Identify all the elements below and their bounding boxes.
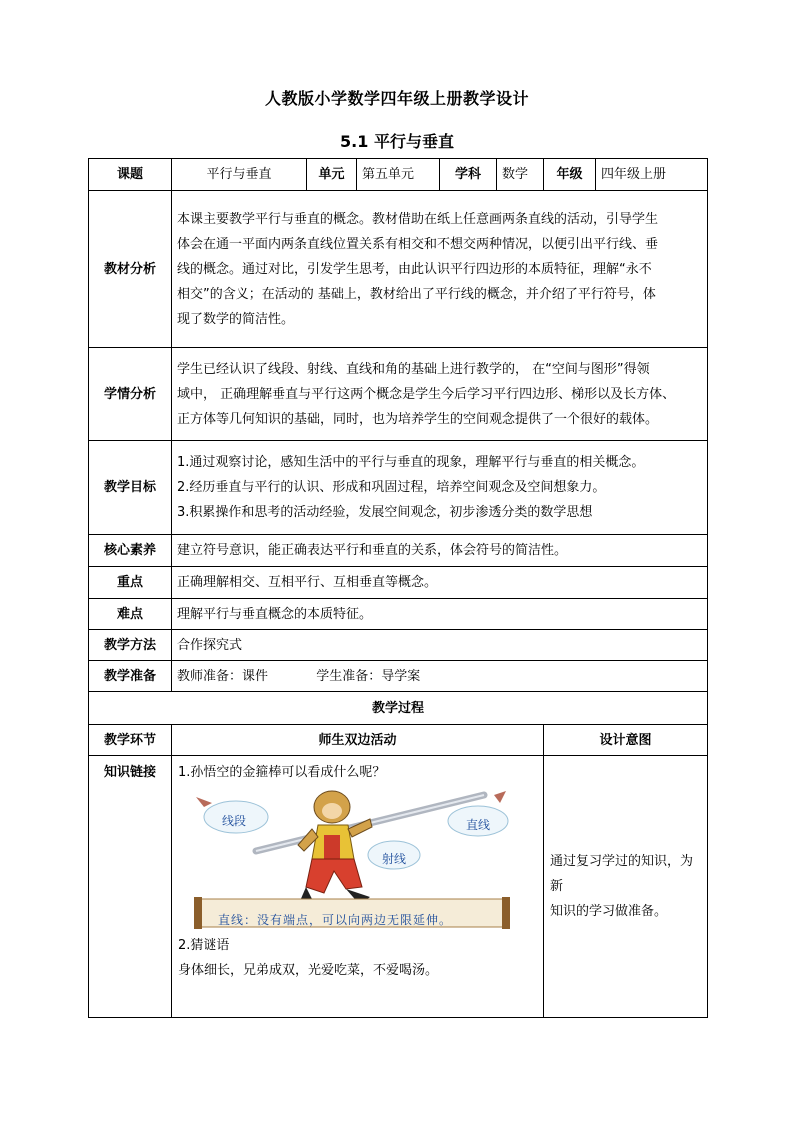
- riddle-text: 身体细长，兄弟成双，光爱吃菜，不爱喝汤。: [178, 963, 439, 978]
- intent-line: 通过复习学过的知识，为新: [550, 854, 694, 894]
- question-1: 1.孙悟空的金箍棒可以看成什么呢？: [178, 765, 386, 780]
- literacy-text: 建立符号意识，能正确表达平行和垂直的关系，体会符号的简洁性。: [172, 535, 708, 567]
- col-intent-header: 设计意图: [544, 725, 708, 756]
- page-subtitle: 5.1 平行与垂直: [340, 132, 454, 151]
- text-line: 3.积累操作和思考的活动经验，发展空间观念，初步渗透分类的数学思想: [177, 505, 593, 520]
- difficulties-label: 难点: [89, 599, 172, 630]
- page-title: 人教版小学数学四年级上册教学设计: [264, 89, 529, 108]
- literacy-row: [89, 535, 708, 567]
- goals-text: [172, 441, 708, 535]
- stage-knowledge-link: 知识链接: [89, 756, 172, 1018]
- col-stage-header: 教学环节: [89, 725, 172, 756]
- scroll-definition: 直线：没有端点，可以向两边无限延伸。: [218, 913, 453, 927]
- text-line: 相交”的含义；在活动的 基础上，教材给出了平行线的概念，并介绍了平行符号，体: [177, 286, 656, 302]
- goals-label: 教学目标: [89, 441, 172, 535]
- topic-value: 平行与垂直: [172, 159, 307, 191]
- material-row: [89, 191, 708, 348]
- lesson-plan-table: [88, 158, 708, 1018]
- material-text: [172, 191, 708, 348]
- text-line: 2.经历垂直与平行的认识、形成和巩固过程，培养空间观念及空间想象力。: [177, 480, 606, 495]
- text-line: 现了数学的简洁性。: [177, 311, 295, 327]
- unit-label: 单元: [307, 159, 357, 191]
- key-points-row: [89, 567, 708, 599]
- subject-label: 学科: [440, 159, 497, 191]
- text-line: 正方体等几何知识的基础，同时，也为培养学生的空间观念提供了一个很好的载体。: [177, 411, 659, 427]
- students-row: [89, 348, 708, 441]
- bubble-segment: 线段: [222, 814, 247, 828]
- students-text: [172, 348, 708, 441]
- grade-label: 年级: [544, 159, 596, 191]
- knowledge-link-intent: [544, 756, 708, 1018]
- process-heading: 教学过程: [89, 692, 708, 725]
- prep-label: 教学准备: [89, 661, 172, 692]
- literacy-label: 核心素养: [89, 535, 172, 567]
- subject-value: 数学: [497, 159, 544, 191]
- unit-value: 第五单元: [357, 159, 440, 191]
- method-label: 教学方法: [89, 630, 172, 661]
- topic-label: 课题: [89, 159, 172, 191]
- intent-line: 知识的学习做准备。: [550, 904, 668, 919]
- info-row: [89, 159, 708, 191]
- knowledge-link-row: [89, 756, 708, 1018]
- text-line: 本课主要教学平行与垂直的概念。教材借助在纸上任意画两条直线的活动，引导学生: [177, 211, 659, 227]
- goals-row: [89, 441, 708, 535]
- monkey-king-illustration: [194, 789, 510, 929]
- material-label: 教材分析: [89, 191, 172, 348]
- difficulties-text: 理解平行与垂直概念的本质特征。: [172, 599, 708, 630]
- question-2: 2.猜谜语: [178, 938, 230, 953]
- difficulties-row: [89, 599, 708, 630]
- teacher-prep: 教师准备：课件: [177, 668, 269, 684]
- prep-row: [89, 661, 708, 692]
- text-line: 体会在通一平面内两条直线位置关系有相交和不想交两种情况，以便引出平行线、垂: [177, 236, 659, 252]
- knowledge-link-activity: [172, 756, 544, 1018]
- bubble-line: 直线: [466, 818, 491, 832]
- student-prep: 学生准备：导学案: [316, 668, 421, 684]
- method-row: [89, 630, 708, 661]
- process-header-row: [89, 725, 708, 756]
- bubble-ray: 射线: [382, 852, 407, 866]
- grade-value: 四年级上册: [596, 159, 708, 191]
- text-line: 线的概念。通过对比，引发学生思考，由此认识平行四边形的本质特征，理解“永不: [177, 261, 652, 277]
- text-line: 域中， 正确理解垂直与平行这两个概念是学生今后学习平行四边形、梯形以及长方体、: [177, 386, 676, 402]
- text-line: 学生已经认识了线段、射线、直线和角的基础上进行教学的， 在“空间与图形”得领: [177, 361, 650, 377]
- prep-text: [172, 661, 708, 692]
- key-points-label: 重点: [89, 567, 172, 599]
- process-heading-row: [89, 692, 708, 725]
- text-line: 1.通过观察讨论，感知生活中的平行与垂直的现象，理解平行与垂直的相关概念。: [177, 455, 645, 470]
- key-points-text: 正确理解相交、互相平行、互相垂直等概念。: [172, 567, 708, 599]
- col-activity-header: 师生双边活动: [172, 725, 544, 756]
- students-label: 学情分析: [89, 348, 172, 441]
- method-text: 合作探究式: [172, 630, 708, 661]
